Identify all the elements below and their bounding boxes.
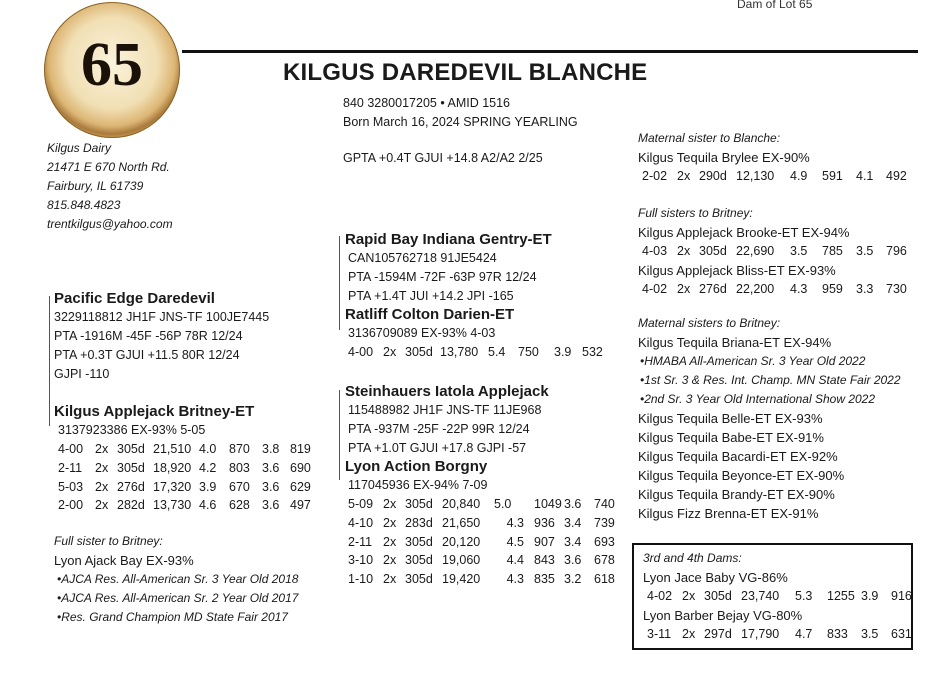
record-age: 4-02 xyxy=(647,589,673,603)
honor-line: •HMABA All-American Sr. 3 Year Old 2022 xyxy=(640,354,866,368)
ancestor-dam-name: Lyon Barber Bejay VG-80% xyxy=(643,607,803,623)
record-milkings: 2x xyxy=(95,479,109,494)
record-age: 2-02 xyxy=(642,169,668,183)
record-protein: 730 xyxy=(886,281,907,296)
maternal-sister-name: Kilgus Tequila Babe-ET EX-91% xyxy=(638,430,824,445)
record-fat-pct: 5.4 xyxy=(488,345,506,359)
record-protein: 739 xyxy=(594,515,615,530)
record-fat: 591 xyxy=(822,169,843,183)
record-fat: 1255 xyxy=(827,589,855,603)
record-milk: 23,740 xyxy=(741,589,780,603)
record-protein: 916 xyxy=(891,589,912,603)
record-protein-pct: 3.6 xyxy=(262,479,280,494)
record-age: 4-03 xyxy=(642,244,668,258)
dam-dam-record xyxy=(348,551,620,570)
maternal-sister-blanche-name: Kilgus Tequila Brylee EX-90% xyxy=(638,150,810,165)
maternal-sisters-britney-block xyxy=(638,314,901,523)
record-days: 297d xyxy=(704,626,732,641)
record-days: 305d xyxy=(405,572,433,587)
record-age: 1-10 xyxy=(348,572,374,587)
record-fat-pct: 4.7 xyxy=(795,626,813,641)
honor-line: •AJCA Res. All-American Sr. 2 Year Old 2017 xyxy=(57,591,299,605)
record-milkings: 2x xyxy=(677,244,691,258)
record-milk: 20,840 xyxy=(442,497,481,511)
dam-sire-name: Steinhauers Iatola Applejack xyxy=(345,383,549,400)
record-milkings: 2x xyxy=(383,534,397,549)
ancestor-dam-name: Lyon Jace Baby VG-86% xyxy=(643,570,788,585)
record-milkings: 2x xyxy=(383,515,397,530)
record-fat-pct: 3.9 xyxy=(199,479,217,494)
record-protein: 693 xyxy=(594,534,615,549)
lot-number: 65 xyxy=(81,31,143,99)
record-days: 276d xyxy=(117,479,145,494)
record-protein-pct: 3.5 xyxy=(861,626,879,641)
record-milk: 18,920 xyxy=(153,460,192,475)
genomics-line: GPTA +0.4T GJUI +14.8 A2/A2 2/25 xyxy=(343,151,543,165)
honor-line: •2nd Sr. 3 Year Old International Show 2022 xyxy=(640,392,876,406)
consignor-email: trentkilgus@yahoo.com xyxy=(47,217,173,231)
consignor-name: Kilgus Dairy xyxy=(47,141,112,155)
dam-record xyxy=(58,496,316,515)
consignor-city: Fairbury, IL 61739 xyxy=(47,179,144,193)
record-protein-pct: 3.8 xyxy=(262,442,280,456)
maternal-sister-name: Kilgus Tequila Bacardi-ET EX-92% xyxy=(638,449,838,464)
record-protein-pct: 3.9 xyxy=(554,345,572,359)
ancestor-dam-record xyxy=(643,587,917,606)
record-fat: 670 xyxy=(229,479,250,494)
record-protein: 678 xyxy=(594,553,615,568)
ancestor-dam-record xyxy=(643,625,917,644)
record-age: 2-00 xyxy=(58,498,84,513)
record-fat-pct: 5.0 xyxy=(494,497,512,511)
record-milkings: 2x xyxy=(677,169,691,183)
record-fat-pct: 4.9 xyxy=(790,169,808,183)
record-protein-pct: 3.6 xyxy=(262,498,280,513)
dam-record xyxy=(58,440,316,459)
record-milk: 13,780 xyxy=(440,345,479,359)
sire-sire-block xyxy=(345,230,552,306)
record-age: 3-10 xyxy=(348,553,374,568)
dam-dam-ids: 117045936 EX-94% 7-09 xyxy=(348,478,488,492)
record-days: 305d xyxy=(405,497,433,511)
dam-dam-record xyxy=(348,495,620,514)
sire-dam-block xyxy=(345,305,608,362)
record-protein: 819 xyxy=(290,442,311,456)
record-protein-pct: 3.5 xyxy=(856,244,874,258)
sire-line: PTA -1916M -45F -56P 78R 12/24 xyxy=(54,329,243,343)
dam-dam-name: Lyon Action Borgny xyxy=(345,458,488,475)
sire-line: PTA +0.3T GJUI +11.5 80R 12/24 xyxy=(54,348,240,362)
full-sister-block xyxy=(54,532,298,627)
record-days: 290d xyxy=(699,169,727,183)
record-milkings: 2x xyxy=(682,589,696,603)
full-sister-heading: Full sister to Britney: xyxy=(54,534,163,548)
record-days: 305d xyxy=(405,534,433,549)
record-protein-pct: 3.4 xyxy=(564,515,582,530)
record-days: 305d xyxy=(405,553,433,568)
maternal-sister-name: Kilgus Tequila Brandy-ET EX-90% xyxy=(638,487,835,502)
dam-ids: 3137923386 EX-93% 5-05 xyxy=(58,423,206,437)
record-protein-pct: 3.6 xyxy=(564,553,582,568)
record-days: 305d xyxy=(704,589,732,603)
record-fat-pct: 4.6 xyxy=(199,498,217,513)
dam-dam-block xyxy=(345,457,620,589)
record-milkings: 2x xyxy=(383,572,397,587)
full-sister-record xyxy=(638,280,912,299)
record-age: 5-03 xyxy=(58,479,84,494)
title-rule xyxy=(182,50,918,53)
record-milkings: 2x xyxy=(682,626,696,641)
record-protein: 796 xyxy=(886,244,907,258)
record-milkings: 2x xyxy=(383,497,397,511)
record-fat-pct: 4.3 xyxy=(790,281,808,296)
record-days: 305d xyxy=(405,345,433,359)
record-fat: 870 xyxy=(229,442,250,456)
record-milk: 13,730 xyxy=(153,498,192,513)
record-protein: 618 xyxy=(594,572,615,587)
record-fat: 785 xyxy=(822,244,843,258)
record-fat-pct: 4.3 xyxy=(506,515,524,530)
sire-name: Pacific Edge Daredevil xyxy=(54,290,215,307)
dam-record xyxy=(58,459,316,478)
record-fat: 959 xyxy=(822,281,843,296)
record-protein: 492 xyxy=(886,169,907,183)
record-milkings: 2x xyxy=(95,442,109,456)
record-fat: 628 xyxy=(229,498,250,513)
maternal-sister-name: Kilgus Tequila Briana-ET EX-94% xyxy=(638,335,832,350)
record-fat-pct: 4.3 xyxy=(506,572,524,587)
record-milk: 17,790 xyxy=(741,626,780,641)
record-protein: 532 xyxy=(582,345,603,359)
sire-sire-name: Rapid Bay Indiana Gentry-ET xyxy=(345,231,552,248)
dam-dam-record xyxy=(348,533,620,552)
record-days: 305d xyxy=(117,460,145,475)
maternal-sister-name: Kilgus Tequila Beyonce-ET EX-90% xyxy=(638,468,845,483)
record-milk: 21,510 xyxy=(153,442,192,456)
full-sisters-britney-heading: Full sisters to Britney: xyxy=(638,206,753,220)
lot-medallion xyxy=(44,2,180,138)
maternal-sister-name: Kilgus Fizz Brenna-ET EX-91% xyxy=(638,506,819,521)
record-protein-pct: 3.4 xyxy=(564,534,582,549)
record-protein-pct: 3.6 xyxy=(564,497,582,511)
record-milkings: 2x xyxy=(95,460,109,475)
maternal-sisters-britney-heading: Maternal sisters to Britney: xyxy=(638,316,781,330)
third-fourth-dams-box xyxy=(632,543,913,650)
record-fat: 833 xyxy=(827,626,848,641)
third-fourth-dams-heading: 3rd and 4th Dams: xyxy=(643,551,742,565)
sire-line: GJPI -110 xyxy=(54,367,110,381)
sire-sire-line: PTA -1594M -72F -63P 97R 12/24 xyxy=(348,270,537,284)
record-protein-pct: 3.6 xyxy=(262,460,280,475)
maternal-sister-blanche-record xyxy=(638,167,912,186)
record-days: 283d xyxy=(405,515,433,530)
record-days: 276d xyxy=(699,281,727,296)
consignor-address: 21471 E 670 North Rd. xyxy=(47,160,170,174)
record-days: 282d xyxy=(117,498,145,513)
record-age: 4-10 xyxy=(348,515,374,530)
dam-dam-record xyxy=(348,570,620,589)
maternal-sister-blanche-heading: Maternal sister to Blanche: xyxy=(638,131,781,145)
record-fat-pct: 3.5 xyxy=(790,244,808,258)
record-protein-pct: 3.3 xyxy=(856,281,874,296)
dam-record xyxy=(58,478,316,497)
full-sister-name: Kilgus Applejack Bliss-ET EX-93% xyxy=(638,262,836,278)
record-milk: 17,320 xyxy=(153,479,192,494)
dam-name: Kilgus Applejack Britney-ET xyxy=(54,403,255,420)
record-days: 305d xyxy=(117,442,145,456)
registration-line: 840 3280017205 • AMID 1516 xyxy=(343,96,511,110)
page-title: KILGUS DAREDEVIL BLANCHE xyxy=(283,59,648,86)
full-sister-name: Lyon Ajack Bay EX-93% xyxy=(54,553,194,568)
record-age: 2-11 xyxy=(58,460,83,475)
record-age: 5-09 xyxy=(348,497,374,511)
sire-dam-ids: 3136709089 EX-93% 4-03 xyxy=(348,326,496,340)
record-milkings: 2x xyxy=(95,498,109,513)
record-protein: 629 xyxy=(290,479,311,494)
consignor-block xyxy=(47,139,173,234)
record-fat: 843 xyxy=(534,553,555,568)
dam-dam-record xyxy=(348,514,620,533)
record-fat: 750 xyxy=(518,345,539,359)
honor-line: •Res. Grand Champion MD State Fair 2017 xyxy=(57,610,288,624)
record-fat-pct: 5.3 xyxy=(795,589,813,603)
full-sisters-britney-block xyxy=(638,204,912,299)
record-days: 305d xyxy=(699,244,727,258)
record-milk: 22,200 xyxy=(736,281,775,296)
sire-line: 3229118812 JH1F JNS-TF 100JE7445 xyxy=(54,310,270,324)
dam-block xyxy=(54,402,316,515)
pedigree-bracket-left xyxy=(49,296,50,426)
record-age: 2-11 xyxy=(348,534,373,549)
dam-sire-block xyxy=(345,382,549,458)
pedigree-bracket-sire xyxy=(339,236,340,330)
record-fat: 907 xyxy=(534,534,555,549)
dam-sire-line: PTA +1.0T GJUI +17.8 GJPI -57 xyxy=(348,441,527,455)
record-age: 4-00 xyxy=(348,345,374,359)
record-milk: 12,130 xyxy=(736,169,775,183)
record-fat: 936 xyxy=(534,515,555,530)
record-age: 3-11 xyxy=(647,626,672,641)
record-age: 4-02 xyxy=(642,281,668,296)
sire-sire-line: CAN105762718 91JE5424 xyxy=(348,251,497,265)
record-milkings: 2x xyxy=(383,345,397,359)
record-milk: 21,650 xyxy=(442,515,481,530)
full-sister-record xyxy=(638,242,912,261)
full-sister-name: Kilgus Applejack Brooke-ET EX-94% xyxy=(638,225,850,240)
record-milk: 19,060 xyxy=(442,553,481,568)
record-fat-pct: 4.4 xyxy=(506,553,524,568)
record-protein-pct: 3.2 xyxy=(564,572,582,587)
record-protein: 497 xyxy=(290,498,311,513)
record-protein: 631 xyxy=(891,626,912,641)
sire-dam-record xyxy=(345,343,608,362)
dam-of-lot-label: Dam of Lot 65 xyxy=(737,0,813,11)
sire-sire-line: PTA +1.4T JUI +14.2 JPI -165 xyxy=(348,289,514,303)
record-protein: 690 xyxy=(290,460,311,475)
record-protein: 740 xyxy=(594,497,615,511)
honor-line: •AJCA Res. All-American Sr. 3 Year Old 2018 xyxy=(57,572,299,586)
consignor-phone: 815.848.4823 xyxy=(47,198,121,212)
maternal-sister-blanche-block xyxy=(638,129,912,186)
record-milkings: 2x xyxy=(677,281,691,296)
pedigree-bracket-dam xyxy=(339,390,340,480)
maternal-sister-name: Kilgus Tequila Belle-ET EX-93% xyxy=(638,411,823,426)
sire-dam-name: Ratliff Colton Darien-ET xyxy=(345,306,515,323)
record-fat: 803 xyxy=(229,460,250,475)
record-fat-pct: 4.5 xyxy=(506,534,524,549)
record-milk: 22,690 xyxy=(736,244,775,258)
record-fat: 1049 xyxy=(534,497,562,511)
dam-sire-line: PTA -937M -25F -22P 99R 12/24 xyxy=(348,422,530,436)
sire-block xyxy=(54,289,269,384)
record-age: 4-00 xyxy=(58,442,84,456)
birth-line: Born March 16, 2024 SPRING YEARLING xyxy=(343,115,578,129)
record-milkings: 2x xyxy=(383,553,397,568)
dam-sire-line: 115488982 JH1F JNS-TF 11JE968 xyxy=(348,403,542,417)
record-protein-pct: 3.9 xyxy=(861,589,879,603)
record-milk: 19,420 xyxy=(442,572,481,587)
record-fat-pct: 4.2 xyxy=(199,460,217,475)
honor-line: •1st Sr. 3 & Res. Int. Champ. MN State Fair 2022 xyxy=(640,373,901,387)
record-milk: 20,120 xyxy=(442,534,481,549)
record-fat-pct: 4.0 xyxy=(199,442,217,456)
record-protein-pct: 4.1 xyxy=(856,169,874,183)
record-fat: 835 xyxy=(534,572,555,587)
